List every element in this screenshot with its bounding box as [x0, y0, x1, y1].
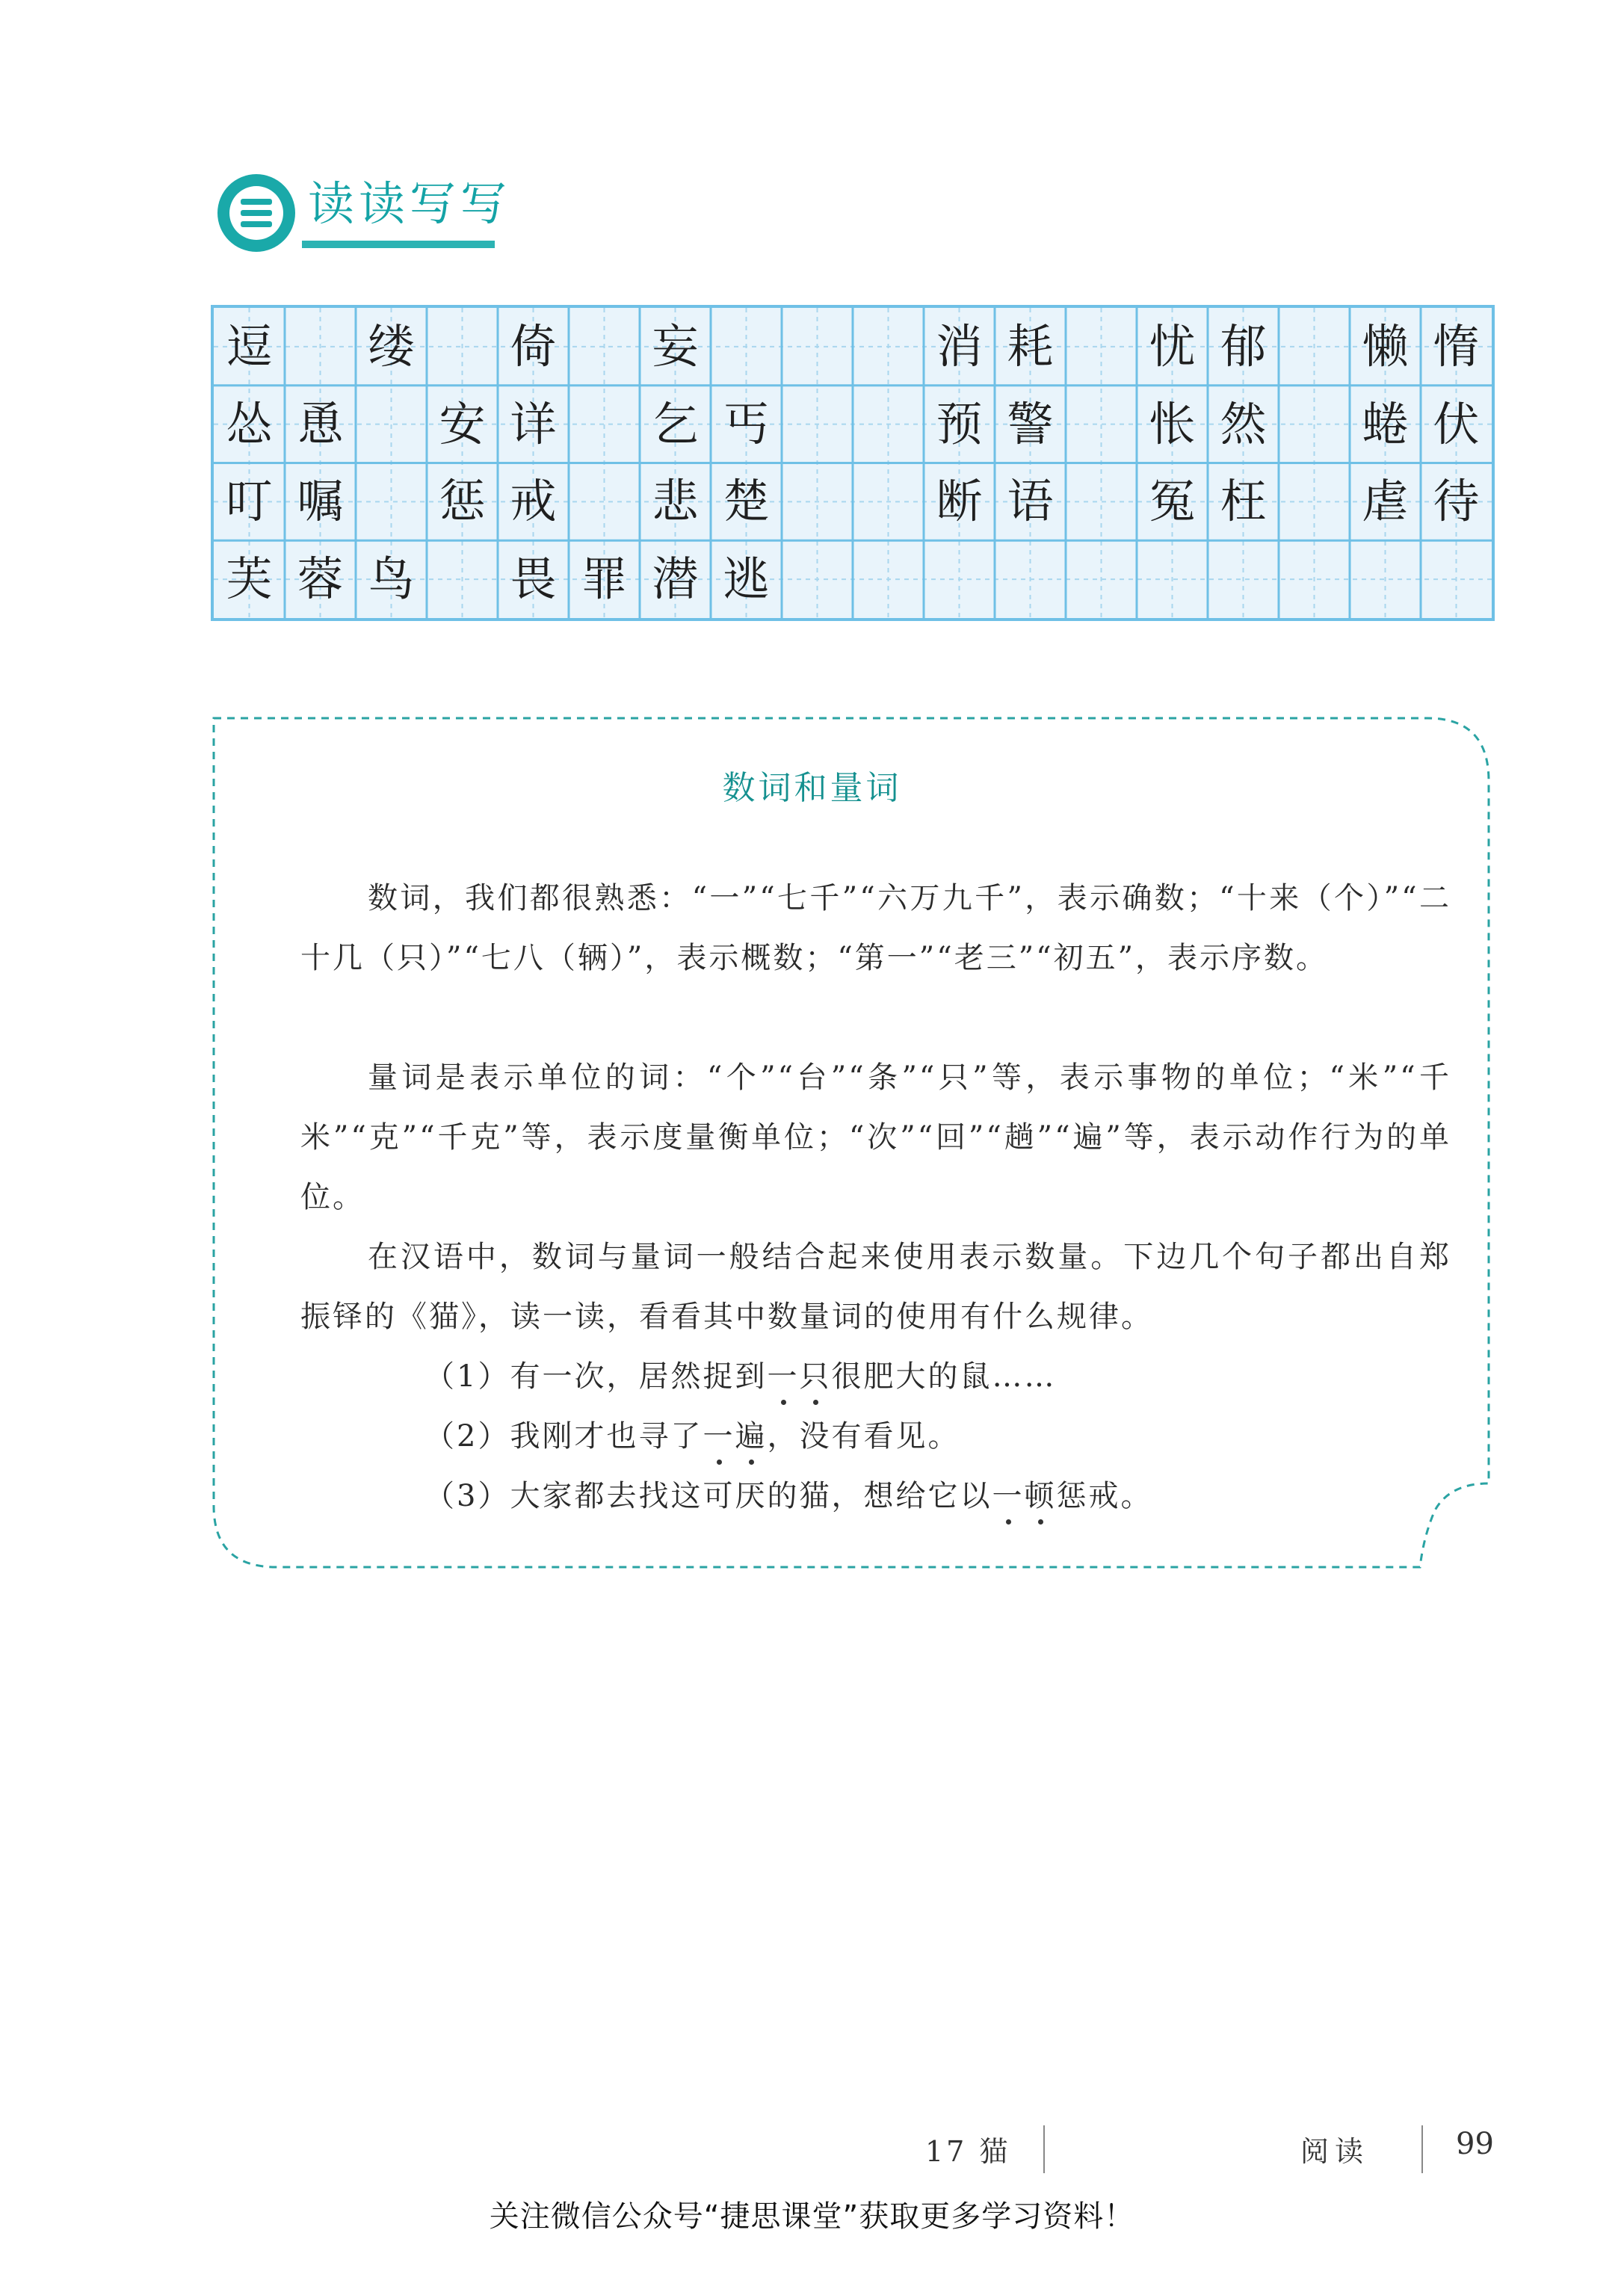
- example-text: 惩戒。: [1056, 1479, 1153, 1513]
- example-2: [424, 1406, 960, 1466]
- grid-char: 惩: [439, 474, 486, 529]
- footer-divider: [1043, 2125, 1045, 2173]
- grid-char: 郁: [1220, 318, 1267, 374]
- footer-divider: [1421, 2125, 1423, 2173]
- grid-char: 怂: [226, 396, 273, 451]
- emphasis-char: 一: [992, 1466, 1024, 1526]
- example-text: （1）有一次，居然捉到: [424, 1359, 768, 1394]
- grid-char: 鸟: [368, 552, 415, 607]
- example-text: 很肥大的鼠……: [831, 1359, 1057, 1394]
- grid-char: 楚: [723, 474, 770, 529]
- grid-char: 待: [1433, 474, 1480, 529]
- emphasis-char: 一: [703, 1406, 735, 1466]
- grid-char: 芙: [226, 552, 273, 607]
- grid-char: 断: [936, 474, 983, 529]
- grid-char: 预: [936, 396, 983, 451]
- list-lines-icon: [215, 172, 297, 254]
- example-1: [424, 1347, 1056, 1406]
- section-underline: [302, 241, 495, 248]
- grid-char: 妄: [652, 318, 699, 374]
- grid-char: 恿: [297, 396, 344, 451]
- grid-char: 警: [1007, 396, 1054, 451]
- page-number: 99: [1456, 2127, 1494, 2161]
- grid-char: 冤: [1149, 474, 1196, 529]
- grid-char: 语: [1007, 474, 1054, 529]
- grid-char: 逗: [226, 318, 273, 374]
- example-3: [424, 1466, 1152, 1526]
- grid-char: 悲: [652, 474, 699, 529]
- emphasis-char: 一: [767, 1347, 799, 1406]
- grid-char: 丐: [723, 396, 770, 451]
- watermark-text: 关注微信公众号“捷思课堂”获取更多学习资料！: [489, 2199, 1135, 2234]
- unit-label: 阅读: [1300, 2135, 1370, 2168]
- grid-char: 消: [936, 318, 983, 374]
- grid-char: 虐: [1362, 474, 1409, 529]
- grid-char: 懒: [1362, 318, 1409, 374]
- grid-char: 惰: [1433, 318, 1480, 374]
- lesson-label: 17 猫: [925, 2135, 1011, 2168]
- character-grid: [211, 305, 1495, 621]
- example-text: （2）我刚才也寻了: [424, 1419, 703, 1454]
- grid-char: 安: [439, 396, 486, 451]
- example-text: （3）大家都去找这可厌的猫，想给它以: [424, 1479, 992, 1513]
- example-text: ，没有看见。: [767, 1419, 960, 1454]
- grid-char: 逃: [723, 552, 770, 607]
- grid-char: 蜷: [1362, 396, 1409, 451]
- grid-char: 畏: [510, 552, 557, 607]
- grid-char: 嘱: [297, 474, 344, 529]
- grid-char: 怅: [1149, 396, 1196, 451]
- grid-char: 蓉: [297, 552, 344, 607]
- grid-char: 叮: [226, 474, 273, 529]
- paragraph-numerals: 数词，我们都很熟悉：“一”“七千”“六万九千”，表示确数；“十来（个）”“二十几（只）”“七八（辆）”，表示概数；“第一”“老三”“初五”，表示序数。: [300, 881, 1451, 975]
- emphasis-char: 顿: [1024, 1466, 1056, 1526]
- emphasis-char: 遍: [735, 1406, 767, 1466]
- grid-char: 枉: [1220, 474, 1267, 529]
- grid-char: 倚: [510, 318, 557, 374]
- grid-char: 然: [1220, 396, 1267, 451]
- grid-char: 耗: [1007, 318, 1054, 374]
- section-title: 读读写写: [308, 176, 512, 231]
- knowledge-title: 数词和量词: [722, 769, 902, 807]
- paragraph-measure-words: 量词是表示单位的词：“个”“台”“条”“只”等，表示事物的单位；“米”“千米”“克”“千克”等，表示度量衡单位；“次”“回”“趟”“遍”等，表示动作行为的单位。: [300, 1060, 1451, 1214]
- grid-char: 乞: [652, 396, 699, 451]
- grid-char: 罪: [581, 552, 628, 607]
- grid-char: 潜: [652, 552, 699, 607]
- grid-char: 戒: [510, 474, 557, 529]
- paragraph-usage: 在汉语中，数词与量词一般结合起来使用表示数量。下边几个句子都出自郑振铎的《猫》，读一读，看看其中数量词的使用有什么规律。: [300, 1240, 1451, 1334]
- grid-char: 缕: [368, 318, 415, 374]
- grid-char: 详: [510, 396, 557, 451]
- grid-char: 伏: [1433, 396, 1480, 451]
- emphasis-char: 只: [799, 1347, 831, 1406]
- grid-char: 忧: [1149, 318, 1196, 374]
